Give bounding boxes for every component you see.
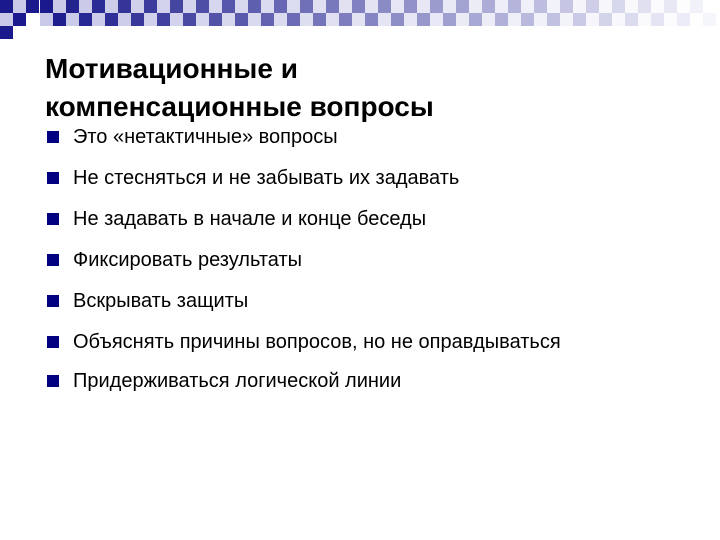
decorative-square — [144, 0, 157, 13]
decorative-square — [261, 13, 274, 26]
decorative-square — [196, 0, 209, 13]
square-bullet-icon — [47, 254, 59, 266]
decorative-square — [157, 0, 170, 13]
bullet-list — [47, 124, 687, 409]
decorative-square — [664, 13, 677, 26]
decorative-square — [391, 0, 404, 13]
decorative-square — [105, 0, 118, 13]
decorative-square — [131, 0, 144, 13]
decorative-square — [430, 0, 443, 13]
decorative-square — [547, 13, 560, 26]
decorative-square — [313, 0, 326, 13]
decorative-square — [586, 13, 599, 26]
decorative-square — [391, 13, 404, 26]
decorative-square — [677, 13, 690, 26]
decorative-square — [495, 13, 508, 26]
decorative-square — [443, 0, 456, 13]
title-line-2: компенсационные вопросы — [45, 91, 434, 122]
decorative-square — [326, 13, 339, 26]
decorative-square — [690, 0, 703, 13]
decorative-square — [365, 0, 378, 13]
decorative-square — [586, 0, 599, 13]
decorative-header-band — [0, 0, 720, 46]
square-bullet-icon — [47, 375, 59, 387]
decorative-square — [612, 13, 625, 26]
list-item — [47, 288, 687, 314]
title-line-1: Мотивационные и — [45, 53, 298, 84]
header-gradient-graphic — [0, 0, 720, 46]
decorative-square — [183, 0, 196, 13]
list-item — [47, 247, 687, 273]
decorative-square — [456, 0, 469, 13]
list-item — [47, 124, 687, 150]
decorative-square — [144, 13, 157, 26]
decorative-square — [222, 13, 235, 26]
decorative-square — [53, 13, 66, 26]
decorative-square — [638, 13, 651, 26]
decorative-square — [365, 13, 378, 26]
square-bullet-icon — [47, 213, 59, 225]
decorative-square — [287, 13, 300, 26]
decorative-square — [170, 13, 183, 26]
decorative-square — [79, 0, 92, 13]
bullet-text: Придерживаться логической линии — [73, 370, 402, 392]
decorative-square — [339, 13, 352, 26]
decorative-square — [677, 0, 690, 13]
decorative-square — [66, 13, 79, 26]
decorative-square — [235, 13, 248, 26]
decorative-square — [482, 13, 495, 26]
decorative-square — [53, 0, 66, 13]
decorative-square — [300, 13, 313, 26]
decorative-square — [560, 0, 573, 13]
decorative-square — [222, 0, 235, 13]
decorative-square — [209, 0, 222, 13]
square-bullet-icon — [47, 295, 59, 307]
decorative-square — [378, 13, 391, 26]
bullet-text: Не задавать в начале и конце беседы — [73, 208, 427, 230]
list-item — [47, 206, 687, 232]
bullet-text: Объяснять причины вопросов, но не оправдываться — [73, 331, 561, 353]
list-item — [47, 165, 687, 191]
decorative-square — [508, 13, 521, 26]
decorative-square — [352, 0, 365, 13]
decorative-square — [651, 13, 664, 26]
decorative-square — [534, 13, 547, 26]
bullet-text: Это «нетактичные» вопросы — [73, 126, 338, 148]
bullet-text: Не стесняться и не забывать их задавать — [73, 167, 460, 189]
decorative-square — [261, 0, 274, 13]
decorative-square — [651, 0, 664, 13]
decorative-square — [443, 13, 456, 26]
decorative-square — [300, 0, 313, 13]
decorative-square — [118, 13, 131, 26]
decorative-square — [404, 13, 417, 26]
decorative-square — [196, 13, 209, 26]
decorative-square — [92, 0, 105, 13]
bullet-text: Вскрывать защиты — [73, 290, 249, 312]
decorative-square — [183, 13, 196, 26]
decorative-square — [625, 0, 638, 13]
decorative-square — [469, 13, 482, 26]
decorative-square — [612, 0, 625, 13]
decorative-square — [521, 0, 534, 13]
decorative-square — [157, 13, 170, 26]
decorative-square — [352, 13, 365, 26]
decorative-square — [313, 13, 326, 26]
decorative-square — [274, 13, 287, 26]
decorative-square — [417, 0, 430, 13]
decorative-square — [79, 13, 92, 26]
decorative-square — [664, 0, 677, 13]
decorative-square — [573, 0, 586, 13]
decorative-square — [599, 13, 612, 26]
decorative-square — [482, 0, 495, 13]
decorative-square — [547, 0, 560, 13]
decorative-square — [508, 0, 521, 13]
page-title — [45, 50, 685, 126]
list-item — [47, 329, 593, 355]
decorative-square — [560, 13, 573, 26]
decorative-square — [339, 0, 352, 13]
decorative-square — [235, 0, 248, 13]
decorative-square — [66, 0, 79, 13]
decorative-square — [599, 0, 612, 13]
decorative-square — [417, 13, 430, 26]
decorative-square — [105, 13, 118, 26]
square-bullet-icon — [47, 131, 59, 143]
decorative-square — [573, 13, 586, 26]
decorative-square — [248, 0, 261, 13]
decorative-square — [469, 0, 482, 13]
decorative-square — [92, 13, 105, 26]
decorative-square — [638, 0, 651, 13]
decorative-square — [326, 0, 339, 13]
decorative-square — [521, 13, 534, 26]
decorative-square — [118, 0, 131, 13]
decorative-square — [534, 0, 547, 13]
decorative-square — [131, 13, 144, 26]
decorative-square — [404, 0, 417, 13]
decorative-square — [274, 0, 287, 13]
decorative-square — [625, 13, 638, 26]
square-bullet-icon — [47, 336, 59, 348]
decorative-square — [378, 0, 391, 13]
list-item — [47, 368, 687, 394]
bullet-text: Фиксировать результаты — [73, 249, 302, 271]
decorative-square — [430, 13, 443, 26]
decorative-square — [495, 0, 508, 13]
decorative-square — [209, 13, 222, 26]
decorative-square — [287, 0, 300, 13]
decorative-square — [456, 13, 469, 26]
decorative-square — [40, 0, 53, 13]
decorative-square — [248, 13, 261, 26]
decorative-square — [170, 0, 183, 13]
decorative-square — [40, 13, 53, 26]
decorative-square — [690, 13, 703, 26]
decorative-square — [703, 13, 716, 26]
square-bullet-icon — [47, 172, 59, 184]
decorative-square — [703, 0, 716, 13]
